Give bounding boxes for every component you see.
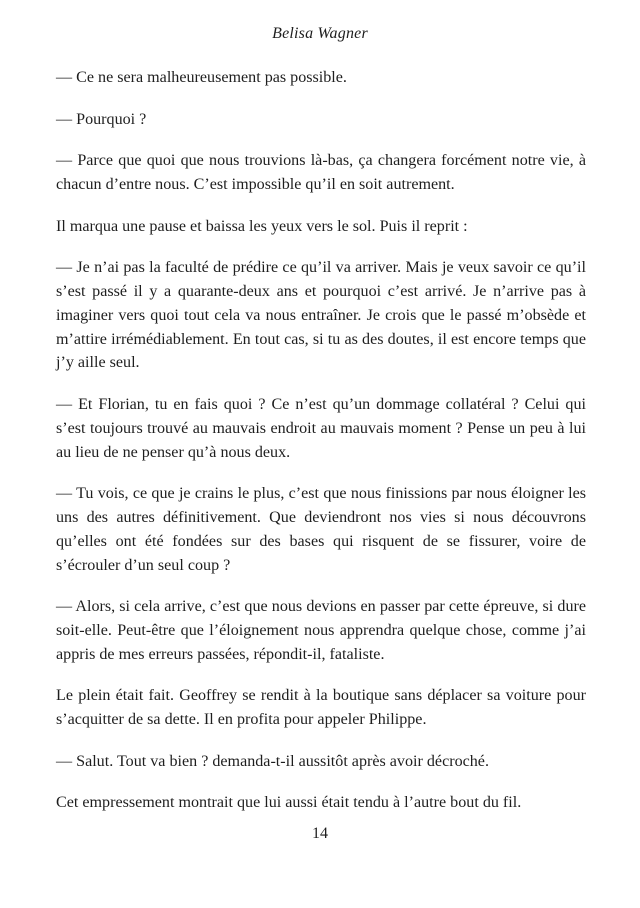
paragraph: — Tu vois, ce que je crains le plus, c’est que nous finissions par nous éloigner les uns des autres définitivement. Que deviendront nos vies si nous découvrons qu’elles ont été fondées sur des bases qui risquent de se fissurer, voire de s’écrouler d’un seul coup ? — [56, 485, 586, 574]
paragraph: — Parce que quoi que nous trouvions là-bas, ça changera forcément notre vie, à chacun d’entre nous. C’est impossible qu’il en soit autrement. — [56, 152, 586, 193]
paragraph: — Et Florian, tu en fais quoi ? Ce n’est qu’un dommage collatéral ? Celui qui s’est toujours trouvé au mauvais endroit au mauvais moment ? Pense un peu à lui au lieu de ne penser qu’à nous deux. — [56, 395, 586, 461]
paragraph: — Salut. Tout va bien ? demanda-t-il aussitôt après avoir décroché. — [56, 752, 489, 770]
body-text — [56, 66, 586, 833]
page-number: 14 — [312, 825, 328, 842]
running-header: Belisa Wagner — [272, 25, 368, 42]
paragraph: — Ce ne sera malheureusement pas possible. — [56, 69, 347, 86]
paragraph: — Alors, si cela arrive, c’est que nous devions en passer par cette épreuve, si dure soit-elle. Peut-être que l’éloignement nous apprendra quelque chose, comme j’ai appris de mes erreurs passées, répondit-il, fataliste. — [56, 598, 586, 663]
paragraph: Il marqua une pause et baissa les yeux vers le sol. Puis il reprit : — [56, 217, 468, 235]
paragraph: Cet empressement montrait que lui aussi était tendu à l’autre bout du fil. — [56, 794, 522, 812]
paragraph: — Pourquoi ? — [56, 110, 147, 128]
paragraph: — Je n’ai pas la faculté de prédire ce qu’il va arriver. Mais je veux savoir ce qu’il s’est passé il y a quarante-deux ans et pourquoi c’est arrivé. Je n’arrive pas à imaginer vers quoi tout cela va nous entraîner. Je crois que le passé m’obsède et m’attire irrémédiablement. En tout cas, si tu as des doutes, il est encore temps que j’y aille seul. — [56, 259, 586, 372]
paragraph: Le plein était fait. Geoffrey se rendit à la boutique sans déplacer sa voiture pour s’acquitter de sa dette. Il en profita pour appeler Philippe. — [56, 687, 586, 729]
